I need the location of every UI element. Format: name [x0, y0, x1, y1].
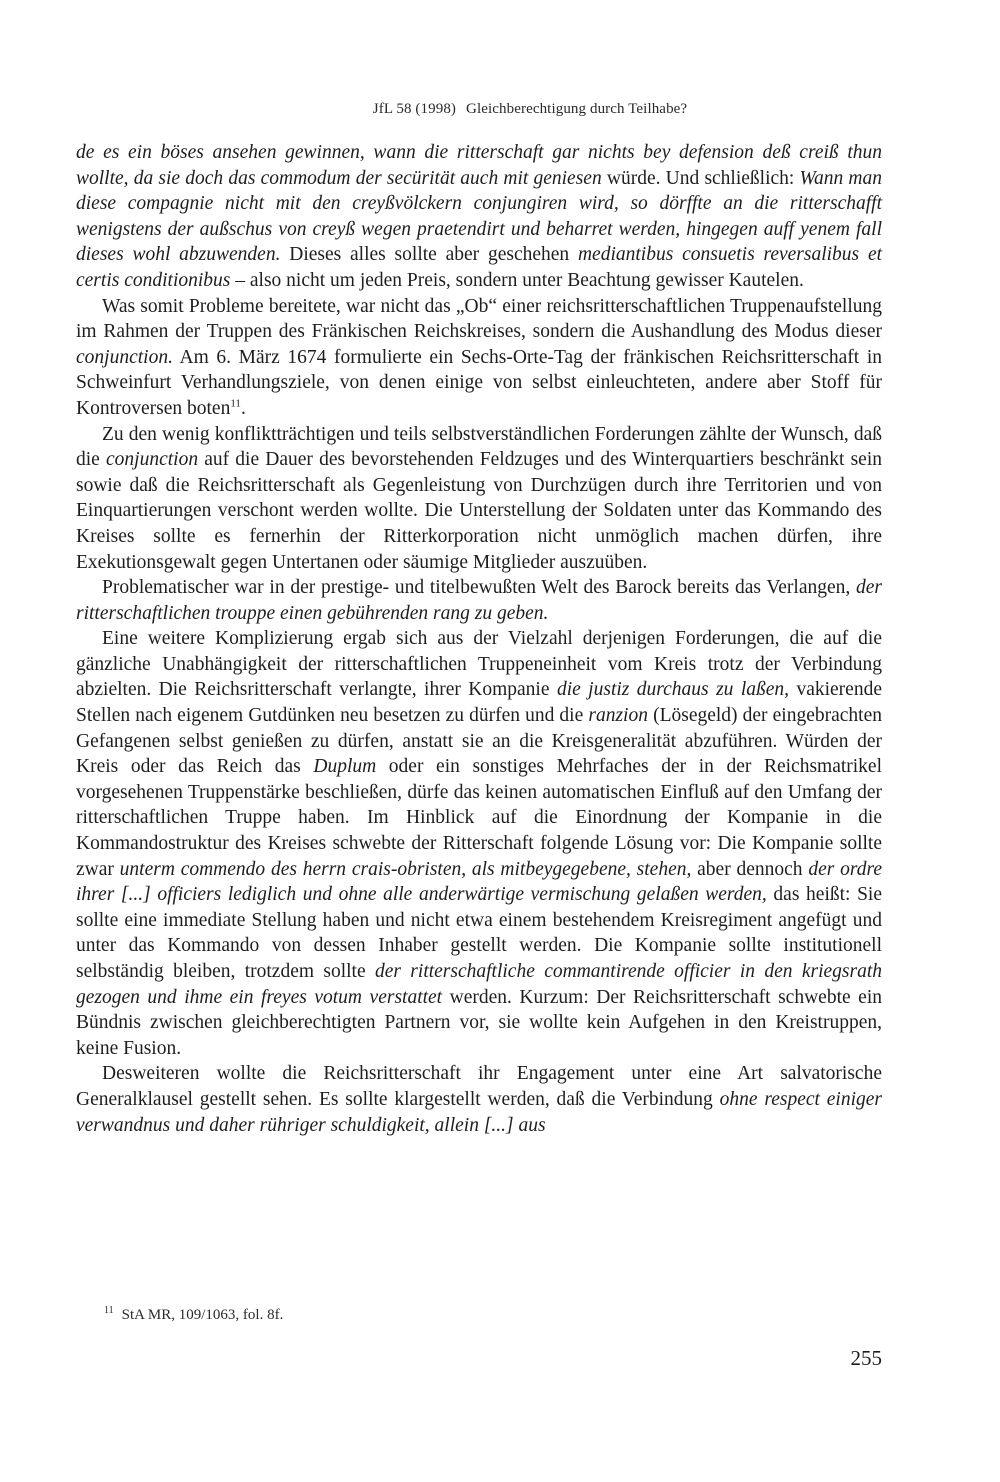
italic-quotation: ohne respect einiger verwandnus und daher rühriger schuldigkeit, allein [...] aus [76, 1088, 882, 1136]
text-run: Am 6. März 1674 formulierte ein Sechs-Orte-Tag der fränkischen Reichsritterschaft in Schweinfurt Verhandlungsziele, von denen einige von selbst einleuchteten, andere aber Stoff für Kontroversen boten [76, 346, 882, 419]
text-run: Problematischer war in der prestige- und titelbewußten Welt des Barock bereits das Verlangen, [102, 577, 856, 599]
italic-quotation: mediantibus consuetis reversalibus et certis conditionibus [76, 244, 883, 291]
text-run: Eine weitere Komplizierung ergab sich aus der Vielzahl derjenigen Forderungen, die auf die gänzliche Unabhängigkeit der ritterschaftlichen Truppeneinheit vom Kreis trotz der Verbindung abzielten. Die Reichsritterschaft verlangte, ihrer Kompanie [76, 628, 882, 701]
text-run: (Lösegeld) der eingebrachten Gefangenen selbst genießen zu dürfen, anstatt sie an die Kreisgeneralität abzuführen. Würden der Kreis oder das Reich das [76, 705, 882, 778]
footnote-text: StA MR, 109/1063, fol. 8f. [121, 1307, 284, 1323]
running-header [0, 101, 1000, 118]
text-run: würde. Und schließlich: [601, 167, 800, 189]
body-text [76, 140, 882, 1138]
text-run: Zu den wenig konfliktträchtigen und teils selbstverständlichen Forderungen zählte der Wunsch, daß die [76, 423, 882, 471]
journal-reference: JfL 58 (1998) [372, 101, 457, 117]
italic-quotation: unterm commendo des herrn crais-obristen, als mitbeygegebene, stehen, [119, 858, 692, 880]
italic-quotation: der ritterschaftlichen trouppe einen gebührenden rang zu geben. [76, 577, 882, 624]
paragraph [76, 626, 882, 1061]
text-run: werden. Kurzum: Der Reichsritterschaft schwebte ein Bündnis zwischen gleichberechtigten Partnern vor, sie wollte kein Aufgehen in den Kreistruppen, keine Fusion. [76, 986, 882, 1059]
footnote-number: 11 [104, 1305, 114, 1316]
text-run: vakierende Stellen nach eigenem Gutdünken neu besetzen zu dürfen und die [76, 679, 882, 727]
header-title: Gleichberechtigung durch Teilhabe? [466, 101, 688, 117]
italic-quotation: Wann man diese compagnie nicht mit den creyßvölckern conjungiren wird, so dörffte an die ritterschafft wenigstens der außschus von creyß wegen praetendirt und beharret werden, hingegen auff yenem fall dieses wohl abzuwenden. [76, 167, 882, 266]
paragraph [76, 294, 882, 422]
paragraph [76, 422, 882, 576]
text-run: das heißt: Sie sollte eine immediate Stellung haben und nicht etwa einem bestehendem Kreisregiment angefügt und unter das Kommando von dessen Inhaber gestellt werden. Die Kompanie sollte institutionell selbständig bleiben, trotzdem sollte [76, 884, 882, 982]
footnote-reference: 11 [230, 397, 241, 410]
paragraph [76, 575, 882, 626]
italic-quotation: der ritterschaftliche commantirende officier in den kriegsrath gezogen und ihme ein freyes votum verstattet [76, 961, 882, 1008]
text-run: Dieses alles sollte aber geschehen [280, 244, 578, 266]
text-run: – also nicht um jeden Preis, sondern unter Beachtung gewisser Kautelen. [230, 269, 804, 291]
italic-quotation: ranzion [588, 705, 648, 727]
text-run: . [240, 397, 246, 419]
italic-quotation: conjunction. [76, 346, 173, 368]
paragraph [76, 1061, 882, 1138]
italic-quotation: der ordre ihrer [...] officiers lediglich und ohne alle anderwärtige vermischung gelaßen werden, [76, 858, 882, 906]
text-run: Desweiteren wollte die Reichsritterschaft ihr Engagement unter eine Art salvatorische Generalklausel gestellt sehen. Es sollte klargestellt werden, daß die Verbindung [76, 1063, 882, 1110]
italic-quotation: die justiz durchaus zu laßen, [556, 679, 790, 701]
text-run: oder ein sonstiges Mehrfaches der in der Reichsmatrikel vorgesehenen Truppenstärke beschließen, dürfe das keinen automatischen Einfluß auf den Umfang der ritterschaftlichen Truppe haben. Im Hinblick auf die Einordnung der Kompanie in die Kommandostruktur des Kreises schwebte der Ritterschaft folgende Lösung vor: Die Kompanie sollte zwar [76, 756, 883, 880]
text-run: Was somit Probleme bereitete, war nicht das „Ob“ einer reichsritterschaftlichen Truppenaufstellung im Rahmen der Truppen des Fränkischen Reichskreises, sondern die Aushandlung des Modus dieser [76, 295, 882, 343]
page-number: 255 [850, 1346, 882, 1370]
italic-quotation: de es ein böses ansehen gewinnen, wann die ritterschaft gar nichts bey defension deß creiß thun wollte, da sie doch das commodum der secürität auch mit geniesen [76, 142, 882, 189]
text-run: aber dennoch [691, 858, 809, 880]
footnote [104, 1307, 283, 1324]
italic-quotation: conjunction [106, 449, 199, 471]
italic-quotation: Duplum [313, 756, 377, 778]
paragraph [76, 140, 882, 294]
text-run: auf die Dauer des bevorstehenden Feldzuges und des Winterquartiers beschränkt sein sowie daß die Reichsritterschaft als Gegenleistung von Durchzügen durch ihre Territorien und von Einquartierungen verschont werden wollte. Die Unterstellung der Soldaten unter das Kommando des Kreises sollte es fernerhin der Ritterkorporation nicht unmöglich machen dürfen, ihre Exekutionsgewalt gegen Untertanen oder säumige Mitglieder auszuüben. [76, 449, 883, 573]
